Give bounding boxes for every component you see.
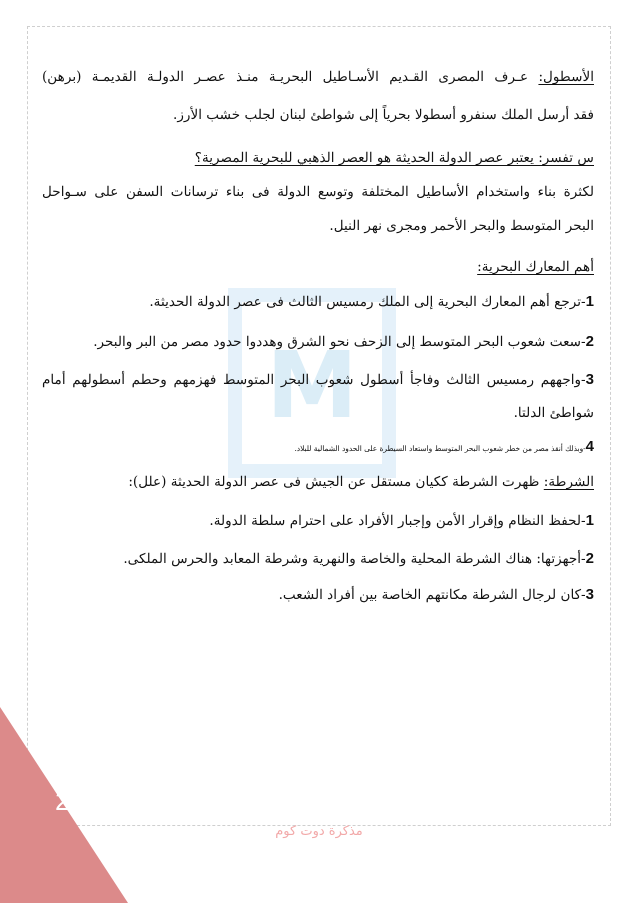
police-heading-text: ظهرت الشرطة ككيان مستقل عن الجيش فى عصر الدولة الحديثة (علل): [128,474,540,490]
fleet-text-1: عـرف المصرى القـديم الأسـاطيل البحريـة منـذ عصـر الدولـة القديمـة (برهن) [42,69,529,85]
item-number: 2 [585,550,594,567]
battle-item-1 [42,293,594,311]
police-item-1 [42,512,594,530]
item-text: -واجههم رمسيس الثالث وفاجأ أسطول شعوب البحر المتوسط فهزمهم وحطم أسطولهم أمام [42,372,586,388]
battles-heading [42,258,594,276]
item-text: -كان لرجال الشرطة مكانتهم الخاصة بين أفراد الشعب. [278,587,586,603]
item-number: 3 [585,371,594,388]
fleet-paragraph-line-1 [42,68,594,86]
battles-heading-text: أهم المعارك البحرية: [477,259,594,275]
question-text: س تفسر: يعتبر عصر الدولة الحديثة هو العصر الذهبي للبحرية المصرية؟ [194,150,594,166]
police-item-3 [42,586,594,604]
item-number: 2 [585,333,594,350]
battle-item-4 [42,438,594,458]
fleet-paragraph-line-2: فقد أرسل الملك سنفرو أسطولا بحرياً إلى شواطئ لبنان لجلب خشب الأرز. [173,107,594,123]
answer-line-2: البحر المتوسط والبحر الأحمر ومجرى نهر النيل. [329,218,594,234]
item-text: -ترجع أهم المعارك البحرية إلى الملك رمسيس الثالث فى عصر الدولة الحديثة. [149,294,586,310]
item-text: -لحفظ النظام وإقرار الأمن وإجبار الأفراد على احترام سلطة الدولة. [209,513,586,529]
item-text: -وبذلك أنقذ مصر من خطر شعوب البحر المتوسط واستعاد السيطرة على الحدود الشمالية للبلاد. [294,444,586,453]
page-number: 28 [55,786,86,816]
police-item-2 [42,550,594,568]
item-number: 4 [585,438,594,455]
footer-brand: مذكرة دوت كوم [275,824,363,839]
answer-line-1: لكثرة بناء واستخدام الأساطيل المختلفة وتوسع الدولة فى بناء ترسانات السفن على سـواحل [42,184,594,200]
item-number: 1 [585,512,594,529]
item-number: 1 [585,293,594,310]
question-heading [42,149,594,167]
police-term: الشرطة: [543,474,594,490]
police-heading [42,473,594,491]
battle-item-3 [42,371,594,389]
battle-item-3-continued: شواطئ الدلتا. [513,405,594,421]
item-number: 3 [585,586,594,603]
item-text: -أجهزتها: هناك الشرطة المحلية والخاصة والنهرية وشرطة المعابد والحرس الملكى. [123,551,586,567]
watermark-letter: M [266,332,358,439]
item-text: -سعت شعوب البحر المتوسط إلى الزحف نحو الشرق وهددوا حدود مصر من البر والبحر. [93,334,586,350]
fleet-term: الأسطول: [538,69,594,85]
battle-item-2 [42,333,594,351]
